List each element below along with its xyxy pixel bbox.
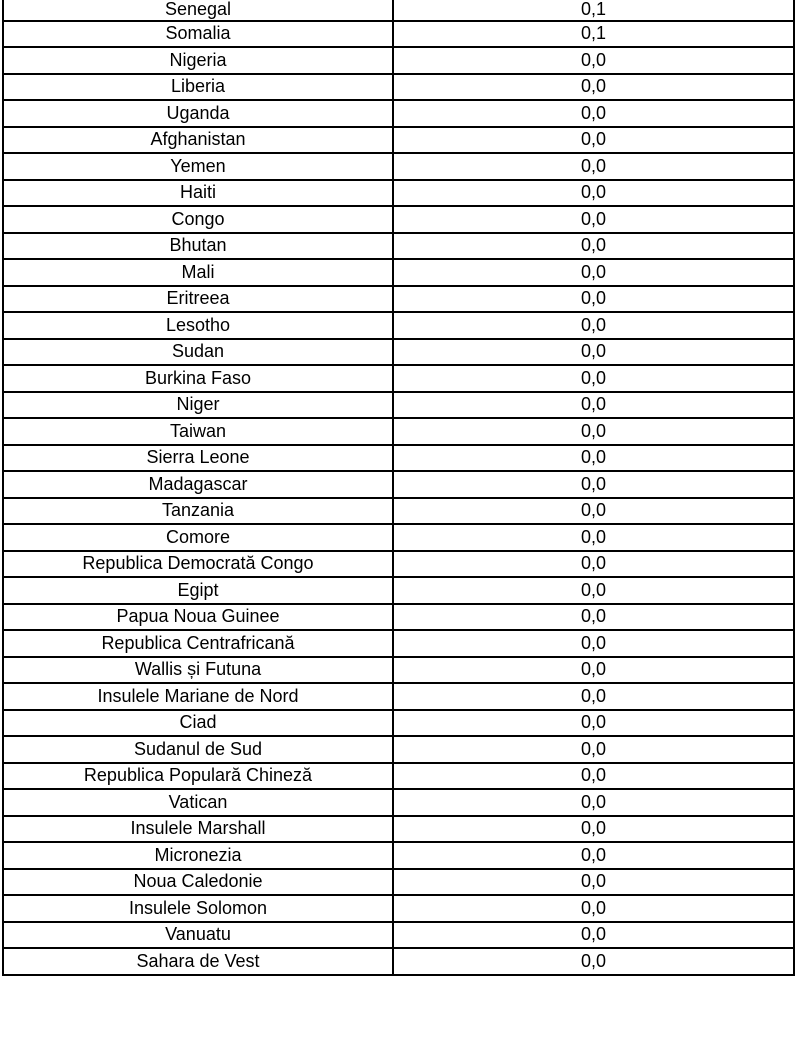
value-cell: 0,0: [393, 153, 794, 180]
country-cell: Egipt: [3, 577, 393, 604]
table-row: [3, 180, 794, 207]
value-cell: 0,0: [393, 286, 794, 313]
table-row: [3, 842, 794, 869]
table-row: [3, 657, 794, 684]
table-row: [3, 21, 794, 48]
table-row: [3, 233, 794, 260]
value-cell: 0,0: [393, 418, 794, 445]
table-row: [3, 816, 794, 843]
value-cell: 0,1: [393, 21, 794, 48]
country-cell: Burkina Faso: [3, 365, 393, 392]
country-value-table-wrap: [2, 0, 795, 976]
table-row: [3, 524, 794, 551]
country-cell: Madagascar: [3, 471, 393, 498]
value-cell: 0,0: [393, 710, 794, 737]
value-cell: 0,0: [393, 524, 794, 551]
table-row: [3, 710, 794, 737]
country-cell: Yemen: [3, 153, 393, 180]
country-cell: Papua Noua Guinee: [3, 604, 393, 631]
value-cell: 0,0: [393, 74, 794, 101]
table-row: [3, 286, 794, 313]
value-cell: 0,0: [393, 895, 794, 922]
table-row: [3, 683, 794, 710]
value-cell: 0,0: [393, 789, 794, 816]
country-cell: Sahara de Vest: [3, 948, 393, 975]
country-cell: Wallis și Futuna: [3, 657, 393, 684]
table-row: [3, 445, 794, 472]
table-row: [3, 948, 794, 975]
table-row: [3, 895, 794, 922]
table-row: [3, 498, 794, 525]
value-cell: 0,0: [393, 922, 794, 949]
value-cell: 0,1: [393, 0, 794, 21]
table-row: [3, 604, 794, 631]
value-cell: 0,0: [393, 312, 794, 339]
table-row: [3, 763, 794, 790]
country-cell: Republica Democrată Congo: [3, 551, 393, 578]
table-row: [3, 206, 794, 233]
table-row: [3, 339, 794, 366]
value-cell: 0,0: [393, 47, 794, 74]
value-cell: 0,0: [393, 551, 794, 578]
table-row: [3, 630, 794, 657]
table-row: [3, 127, 794, 154]
table-row: [3, 551, 794, 578]
country-cell: Comore: [3, 524, 393, 551]
table-row: [3, 259, 794, 286]
value-cell: 0,0: [393, 657, 794, 684]
value-cell: 0,0: [393, 604, 794, 631]
country-cell: Insulele Marshall: [3, 816, 393, 843]
table-row: [3, 789, 794, 816]
value-cell: 0,0: [393, 498, 794, 525]
country-table-body: [3, 0, 794, 975]
country-cell: Vanuatu: [3, 922, 393, 949]
table-row: [3, 922, 794, 949]
country-cell: Nigeria: [3, 47, 393, 74]
value-cell: 0,0: [393, 445, 794, 472]
country-cell: Republica Centrafricană: [3, 630, 393, 657]
value-cell: 0,0: [393, 763, 794, 790]
country-cell: Liberia: [3, 74, 393, 101]
country-cell: Lesotho: [3, 312, 393, 339]
country-cell: Sudanul de Sud: [3, 736, 393, 763]
country-cell: Vatican: [3, 789, 393, 816]
country-value-table: [2, 0, 795, 976]
table-row: [3, 365, 794, 392]
country-cell: Mali: [3, 259, 393, 286]
table-row: [3, 74, 794, 101]
table-row: [3, 47, 794, 74]
value-cell: 0,0: [393, 577, 794, 604]
value-cell: 0,0: [393, 339, 794, 366]
country-cell: Haiti: [3, 180, 393, 207]
country-cell: Bhutan: [3, 233, 393, 260]
country-cell: Sierra Leone: [3, 445, 393, 472]
country-cell: Republica Populară Chineză: [3, 763, 393, 790]
value-cell: 0,0: [393, 816, 794, 843]
value-cell: 0,0: [393, 233, 794, 260]
country-cell: Senegal: [3, 0, 393, 21]
value-cell: 0,0: [393, 180, 794, 207]
country-cell: Somalia: [3, 21, 393, 48]
value-cell: 0,0: [393, 471, 794, 498]
country-cell: Insulele Solomon: [3, 895, 393, 922]
value-cell: 0,0: [393, 365, 794, 392]
table-row: [3, 471, 794, 498]
table-row: [3, 312, 794, 339]
country-cell: Uganda: [3, 100, 393, 127]
table-row: [3, 0, 794, 21]
value-cell: 0,0: [393, 127, 794, 154]
value-cell: 0,0: [393, 206, 794, 233]
table-row: [3, 869, 794, 896]
country-cell: Eritreea: [3, 286, 393, 313]
country-cell: Insulele Mariane de Nord: [3, 683, 393, 710]
value-cell: 0,0: [393, 869, 794, 896]
country-cell: Niger: [3, 392, 393, 419]
value-cell: 0,0: [393, 100, 794, 127]
value-cell: 0,0: [393, 259, 794, 286]
country-cell: Ciad: [3, 710, 393, 737]
table-row: [3, 100, 794, 127]
value-cell: 0,0: [393, 736, 794, 763]
country-cell: Sudan: [3, 339, 393, 366]
value-cell: 0,0: [393, 683, 794, 710]
country-cell: Noua Caledonie: [3, 869, 393, 896]
country-cell: Tanzania: [3, 498, 393, 525]
table-row: [3, 736, 794, 763]
country-cell: Afghanistan: [3, 127, 393, 154]
value-cell: 0,0: [393, 842, 794, 869]
value-cell: 0,0: [393, 392, 794, 419]
value-cell: 0,0: [393, 948, 794, 975]
country-cell: Congo: [3, 206, 393, 233]
table-row: [3, 418, 794, 445]
value-cell: 0,0: [393, 630, 794, 657]
table-row: [3, 392, 794, 419]
country-cell: Micronezia: [3, 842, 393, 869]
table-row: [3, 577, 794, 604]
country-cell: Taiwan: [3, 418, 393, 445]
table-row: [3, 153, 794, 180]
